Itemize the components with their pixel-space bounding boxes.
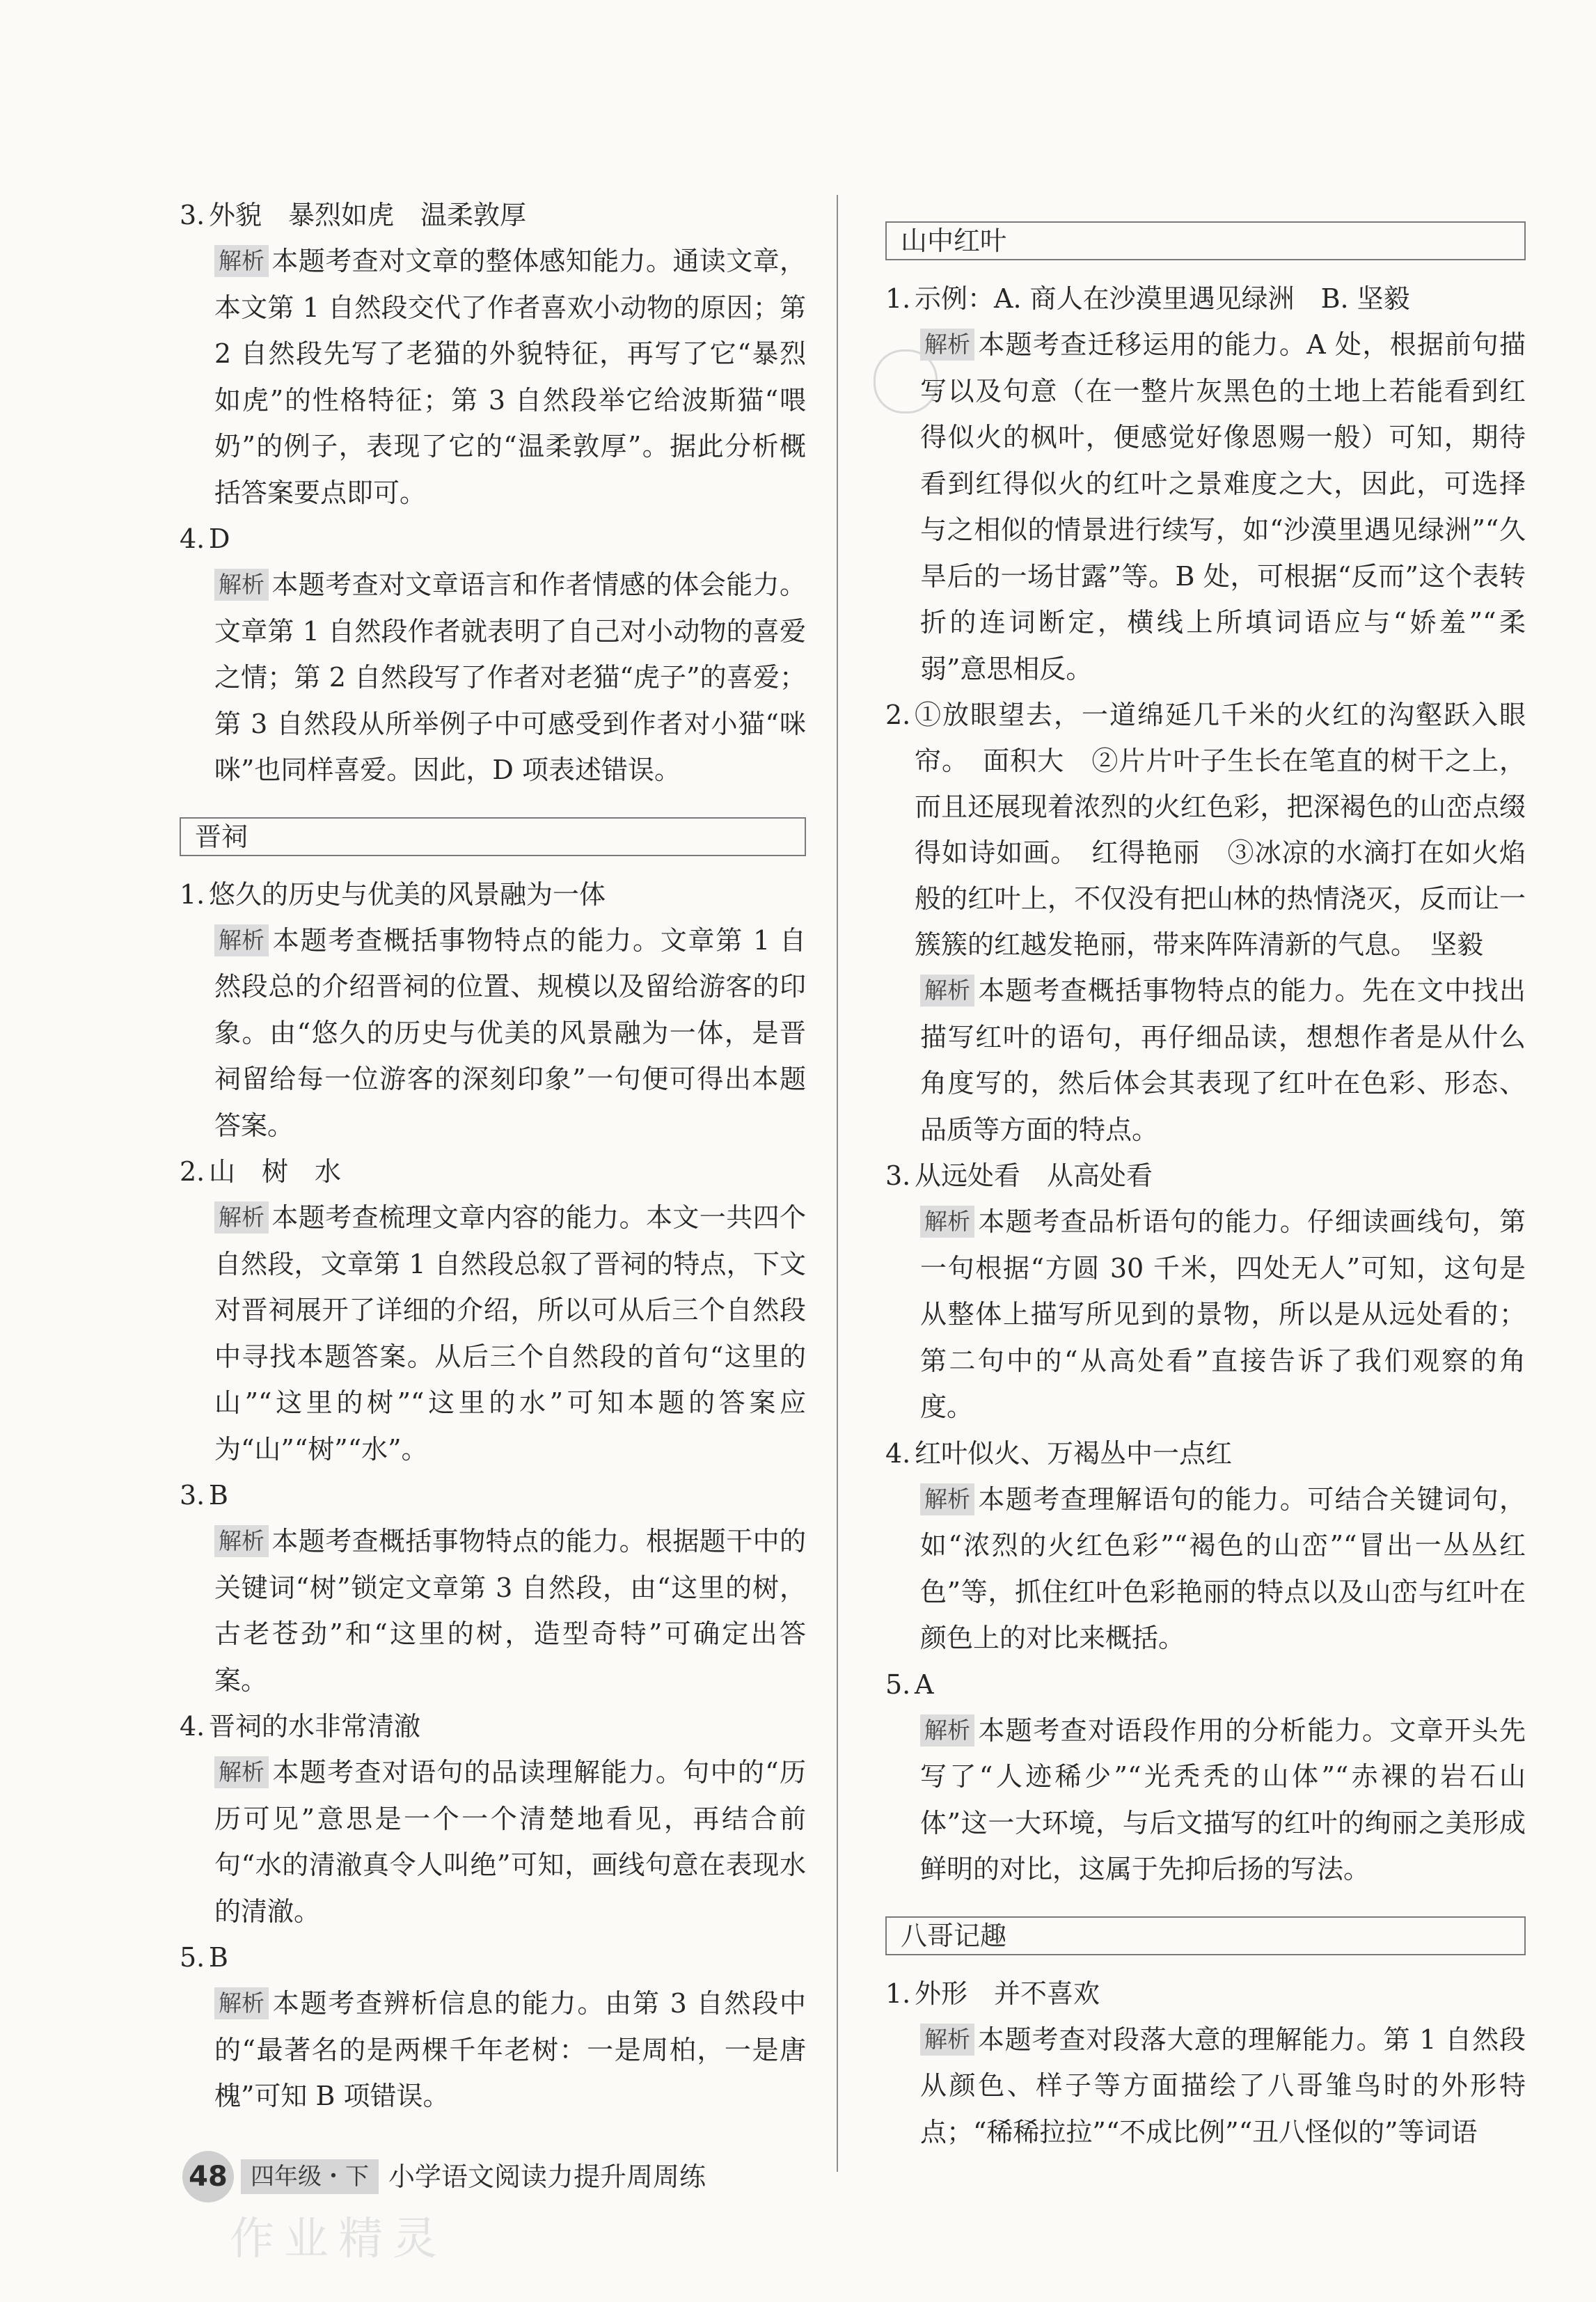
analysis-tag: 解析 — [920, 975, 974, 1007]
question-number: 4. — [180, 523, 205, 554]
explanation-text: 本题考查对文章的整体感知能力。通读文章，本文第 1 自然段交代了作者喜欢小动物的原因；第 2 自然段先写了老猫的外貌特征，再写了它“暴烈如虎”的性格特征；第 3 自然段举它给波斯猫“喂奶”的例子，表现了它的“温柔敦厚”。据此分析概括答案要点即可。 — [214, 246, 806, 508]
analysis-tag: 解析 — [920, 1714, 974, 1747]
answer-text: A — [915, 1669, 934, 1700]
answer-text: 外貌 暴烈如虎 温柔敦厚 — [209, 200, 527, 230]
explanation-text: 本题考查梳理文章内容的能力。本文一共四个自然段，文章第 1 自然段总叙了晋祠的特点，下文对晋祠展开了详细的介绍，所以可从后三个自然段中寻找本题答案。从后三个自然段的首句“这里的山”“这里的树”“这里的水”可知本题的答案应为“山”“树”“水”。 — [214, 1202, 806, 1465]
question-number: 4. — [885, 1437, 911, 1469]
analysis-tag: 解析 — [920, 2024, 974, 2056]
answer-text: 山 树 水 — [209, 1156, 342, 1187]
explanation-text: 本题考查迁移运用的能力。A 处，根据前句描写以及句意（在一整片灰黑色的土地上若能看到红得似火的枫叶，便感觉好像恩赐一般）可知，期待看到红得似火的红叶之景难度之大，因此，可选择与之相似的情景进行续写，如“沙漠里遇见绿洲”“久旱后的一场甘露”等。B 处，可根据“反而”这个表转折的连词断定，横线上所填词语应与“娇羞”“柔弱”意思相反。 — [920, 329, 1526, 684]
explanation-text: 本题考查概括事物特点的能力。根据题干中的关键词“树”锁定文章第 3 自然段，由“这里的树，古老苍劲”和“这里的树，造型奇特”可确定出答案。 — [214, 1526, 806, 1696]
answer-text: 晋祠的水非常清澈 — [209, 1711, 421, 1742]
explanation-text: 本题考查理解语句的能力。可结合关键词句，如“浓烈的火红色彩”“褐色的山峦”“冒出一丛丛红色”等，抓住红叶色彩艳丽的特点以及山峦与红叶在颜色上的对比来概括。 — [920, 1483, 1526, 1653]
answer-item — [180, 872, 806, 1149]
analysis-tag: 解析 — [920, 1206, 974, 1238]
right-column — [885, 221, 1526, 2155]
explanation-text: 本题考查对文章语言和作者情感的体会能力。文章第 1 自然段作者就表明了自己对小动物的喜爱之情；第 2 自然段写了作者对老猫“虎子”的喜爱；第 3 自然段从所举例子中可感受到作者对小猫“咪咪”也同样喜爱。因此，D 项表述错误。 — [214, 569, 806, 785]
analysis-tag: 解析 — [920, 329, 974, 361]
page-number: 48 — [182, 2151, 234, 2202]
answer-item — [885, 1971, 1526, 2156]
question-number: 1. — [885, 1978, 911, 2009]
answer-item — [180, 1703, 806, 1934]
analysis-tag: 解析 — [214, 1201, 269, 1233]
analysis-tag: 解析 — [214, 924, 269, 956]
analysis-tag: 解析 — [920, 1483, 974, 1515]
answer-text: 悠久的历史与优美的风景融为一体 — [209, 878, 606, 910]
answer-text: 红叶似火、万褐丛中一点红 — [915, 1437, 1233, 1469]
left-column — [180, 192, 806, 2120]
answer-item — [180, 192, 806, 516]
answer-item — [180, 516, 806, 794]
page-footer — [182, 2151, 706, 2202]
watermark: 作业精灵 — [230, 2214, 447, 2265]
answer-item — [180, 1472, 806, 1703]
question-number: 3. — [180, 200, 205, 230]
answer-text: D — [209, 523, 230, 554]
answer-text: 外形 并不喜欢 — [915, 1978, 1100, 2009]
analysis-tag: 解析 — [214, 1987, 269, 2019]
analysis-tag: 解析 — [214, 569, 269, 601]
question-number: 3. — [180, 1480, 205, 1511]
question-number: 2. — [885, 700, 911, 730]
explanation-text: 本题考查概括事物特点的能力。文章第 1 自然段总的介绍晋祠的位置、规模以及留给游客的印象。由“悠久的历史与优美的风景融为一体，是晋祠留给每一位游客的深刻印象”一句便可得出本题答案。 — [214, 924, 806, 1141]
column-divider — [837, 195, 838, 2172]
answer-item — [180, 1934, 806, 2120]
answer-text: B — [209, 1480, 228, 1511]
question-number: 1. — [885, 283, 911, 314]
section-title-hongye: 山中红叶 — [885, 221, 1526, 260]
explanation-text: 本题考查对语段作用的分析能力。文章开头先写了“人迹稀少”“光秃秃的山体”“赤裸的岩石山体”这一大环境，与后文描写的红叶的绚丽之美形成鲜明的对比，这属于先抑后扬的写法。 — [920, 1714, 1526, 1884]
analysis-tag: 解析 — [214, 245, 269, 277]
answer-item — [885, 1153, 1526, 1430]
answer-text: 示例：A. 商人在沙漠里遇见绿洲 B. 坚毅 — [915, 283, 1410, 314]
explanation-text: 本题考查对段落大意的理解能力。第 1 自然段从颜色、样子等方面描绘了八哥雏鸟时的外形特点；“稀稀拉拉”“不成比例”“丑八怪似的”等词语 — [920, 2024, 1526, 2147]
question-number: 2. — [180, 1156, 205, 1187]
question-number: 1. — [180, 878, 205, 910]
analysis-tag: 解析 — [214, 1525, 269, 1557]
question-number: 5. — [180, 1942, 205, 1973]
answer-item — [885, 1430, 1526, 1662]
answer-item — [180, 1149, 806, 1472]
question-number: 3. — [885, 1160, 911, 1191]
explanation-text: 本题考查品析语句的能力。仔细读画线句，第一句根据“方圆 30 千米，四处无人”可知，这句是从整体上描写所见到的景物，所以是从远处看的；第二句中的“从高处看”直接告诉了我们观察的角度。 — [920, 1206, 1526, 1422]
section-title-jinci: 晋祠 — [180, 817, 806, 856]
question-number: 4. — [180, 1711, 205, 1742]
book-title: 小学语文阅读力提升周周练 — [388, 2161, 706, 2192]
question-number: 5. — [885, 1669, 911, 1700]
answer-text: 从远处看 从高处看 — [915, 1160, 1153, 1191]
explanation-text: 本题考查概括事物特点的能力。先在文中找出描写红叶的语句，再仔细品读，想想作者是从什么角度写的，然后体会其表现了红叶在色彩、形态、品质等方面的特点。 — [920, 975, 1526, 1145]
analysis-tag: 解析 — [214, 1756, 269, 1788]
answer-item — [885, 276, 1526, 692]
explanation-text: 本题考查对语句的品读理解能力。句中的“历历可见”意思是一个一个清楚地看见，再结合前句“水的清澈真令人叫绝”可知，画线句意在表现水的清澈。 — [214, 1757, 806, 1927]
answer-item — [885, 692, 1526, 1153]
answer-item — [885, 1662, 1526, 1893]
grade-label: 四年级・下 — [241, 2159, 379, 2194]
answer-text: B — [209, 1942, 228, 1973]
answer-text: ①放眼望去，一道绵延几千米的火红的沟壑跃入眼帘。 面积大 ②片片叶子生长在笔直的树干之上，而且还展现着浓烈的火红色彩，把深褐色的山峦点缀得如诗如画。 红得艳丽 ③冰凉的水滴打在如火焰般的红叶上，不仅没有把山林的热情浇灭，反而让一簇簇的红越发艳丽，带来阵阵清新的气息。 坚毅 — [915, 700, 1526, 960]
section-title-bage: 八哥记趣 — [885, 1916, 1526, 1955]
explanation-text: 本题考查辨析信息的能力。由第 3 自然段中的“最著名的是两棵千年老树：一是周柏，一是唐槐”可知 B 项错误。 — [214, 1988, 806, 2111]
